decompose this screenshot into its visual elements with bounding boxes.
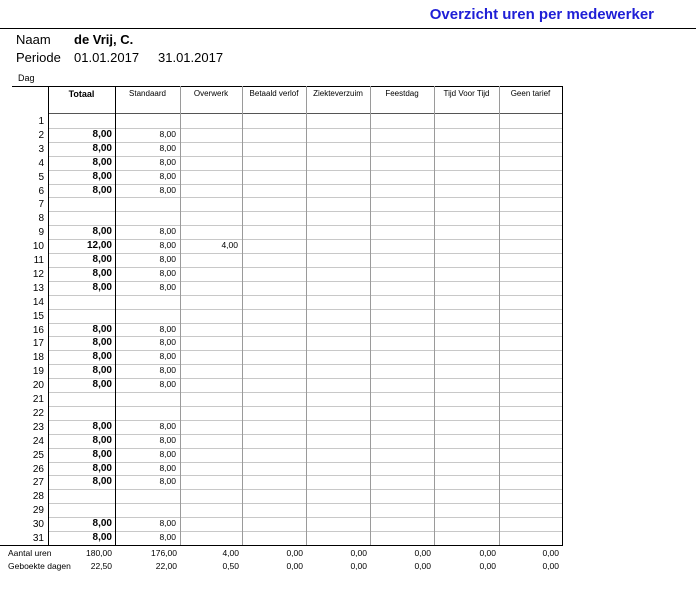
table-row (0, 184, 563, 198)
table-row (0, 378, 563, 392)
summary-value: 4,00 (222, 548, 239, 558)
cell-day: 2 (38, 130, 44, 141)
cell-day: 18 (32, 352, 44, 363)
summary-value: 176,00 (151, 548, 177, 558)
summary-value: 0,00 (542, 561, 559, 571)
cell-totaal: 8,00 (92, 171, 112, 182)
cell-totaal: 8,00 (92, 379, 112, 390)
cell-standaard: 8,00 (159, 268, 176, 278)
cell-day: 21 (32, 394, 44, 405)
cell-day: 22 (32, 408, 44, 419)
cell-totaal: 8,00 (92, 282, 112, 293)
column-header (499, 87, 562, 113)
cell-standaard: 8,00 (159, 254, 176, 264)
column-header-label: Geen tarief (510, 89, 551, 98)
cell-day: 23 (32, 422, 44, 433)
column-header-label: Standaard (129, 89, 166, 98)
cell-totaal: 8,00 (92, 337, 112, 348)
table-row (0, 295, 563, 309)
column-header (242, 87, 306, 113)
dag-label: Dag (18, 73, 35, 83)
table-row (0, 392, 563, 406)
table-row (0, 503, 563, 517)
cell-day: 8 (38, 213, 44, 224)
table-row (0, 170, 563, 184)
cell-standaard: 8,00 (159, 518, 176, 528)
report-title: Overzicht uren per medewerker (429, 6, 654, 23)
table-row (0, 225, 563, 239)
cell-day: 26 (32, 464, 44, 475)
cell-totaal: 8,00 (92, 365, 112, 376)
cell-totaal: 8,00 (92, 157, 112, 168)
cell-totaal: 8,00 (92, 324, 112, 335)
summary-value: 180,00 (86, 548, 112, 558)
cell-day: 20 (32, 380, 44, 391)
cell-day: 12 (32, 269, 44, 280)
cell-standaard: 8,00 (159, 421, 176, 431)
cell-totaal: 8,00 (92, 463, 112, 474)
cell-totaal: 8,00 (92, 351, 112, 362)
table-row (0, 156, 563, 170)
cell-day: 28 (32, 491, 44, 502)
summary-value: 0,00 (286, 548, 303, 558)
table-row (0, 128, 563, 142)
table-bottom-rule (0, 545, 563, 546)
table-row (0, 197, 563, 211)
table-row (0, 267, 563, 281)
column-header-label: Ziekteverzuim (313, 89, 363, 98)
table-row (0, 448, 563, 462)
cell-day: 16 (32, 325, 44, 336)
column-header-label: Betaald verlof (249, 89, 299, 98)
summary-value: 0,00 (479, 548, 496, 558)
cell-day: 13 (32, 283, 44, 294)
cell-totaal: 8,00 (92, 129, 112, 140)
cell-day: 17 (32, 338, 44, 349)
cell-standaard: 8,00 (159, 449, 176, 459)
cell-overwerk: 4,00 (221, 240, 238, 250)
cell-totaal: 8,00 (92, 254, 112, 265)
cell-totaal: 8,00 (92, 226, 112, 237)
cell-day: 19 (32, 366, 44, 377)
table-row (0, 350, 563, 364)
naam-label: Naam (16, 32, 51, 47)
cell-standaard: 8,00 (159, 532, 176, 542)
summary-value: 22,00 (155, 561, 177, 571)
cell-day: 10 (32, 241, 44, 252)
periode-label: Periode (16, 50, 61, 65)
summary-value: 0,00 (542, 548, 559, 558)
column-header (115, 87, 180, 113)
cell-standaard: 8,00 (159, 324, 176, 334)
cell-totaal: 8,00 (92, 268, 112, 279)
cell-standaard: 8,00 (159, 365, 176, 375)
cell-day: 14 (32, 297, 44, 308)
cell-standaard: 8,00 (159, 143, 176, 153)
cell-standaard: 8,00 (159, 129, 176, 139)
summary-label: Aantal uren (8, 548, 52, 558)
table-row (0, 253, 563, 267)
column-header-label: Totaal (68, 89, 95, 99)
summary-label: Geboekte dagen (8, 561, 71, 571)
table-row (0, 336, 563, 350)
cell-totaal: 8,00 (92, 435, 112, 446)
cell-standaard: 8,00 (159, 282, 176, 292)
summary-value: 0,00 (350, 561, 367, 571)
summary-value: 0,00 (286, 561, 303, 571)
table-row (0, 142, 563, 156)
cell-standaard: 8,00 (159, 337, 176, 347)
cell-standaard: 8,00 (159, 351, 176, 361)
table-row (0, 406, 563, 420)
cell-day: 9 (38, 227, 44, 238)
cell-day: 6 (38, 186, 44, 197)
cell-totaal: 8,00 (92, 518, 112, 529)
table-row (0, 462, 563, 476)
cell-day: 15 (32, 311, 44, 322)
table-row (0, 434, 563, 448)
summary-row (0, 560, 563, 573)
column-header (180, 87, 242, 113)
column-header (370, 87, 434, 113)
table-row (0, 489, 563, 503)
cell-day: 31 (32, 533, 44, 544)
column-header-label: Tijd Voor Tijd (443, 89, 490, 98)
table-row (0, 239, 563, 253)
cell-totaal: 8,00 (92, 143, 112, 154)
column-header (306, 87, 370, 113)
cell-standaard: 8,00 (159, 185, 176, 195)
cell-day: 4 (38, 158, 44, 169)
table-row (0, 309, 563, 323)
title-rule (0, 28, 696, 29)
summary-value: 0,00 (414, 561, 431, 571)
summary-value: 0,50 (222, 561, 239, 571)
periode-end: 31.01.2017 (158, 50, 224, 65)
cell-totaal: 8,00 (92, 449, 112, 460)
table-row (0, 211, 563, 225)
table-row (0, 114, 563, 128)
cell-totaal: 8,00 (92, 532, 112, 543)
summary-value: 0,00 (479, 561, 496, 571)
cell-day: 11 (33, 255, 44, 266)
cell-standaard: 8,00 (159, 157, 176, 167)
table-row (0, 531, 563, 545)
cell-day: 5 (38, 172, 44, 183)
cell-day: 3 (38, 144, 44, 155)
naam-value: de Vrij, C. (74, 32, 134, 47)
table-row (0, 364, 563, 378)
table-top-rule (12, 86, 562, 87)
periode-start: 01.01.2017 (74, 50, 140, 65)
cell-day: 7 (38, 199, 44, 210)
table-row (0, 517, 563, 531)
cell-totaal: 8,00 (92, 476, 112, 487)
cell-standaard: 8,00 (159, 240, 176, 250)
cell-standaard: 8,00 (159, 476, 176, 486)
cell-day: 27 (32, 477, 44, 488)
cell-day: 24 (32, 436, 44, 447)
cell-standaard: 8,00 (159, 226, 176, 236)
cell-totaal: 8,00 (92, 421, 112, 432)
table-row (0, 323, 563, 337)
summary-value: 0,00 (414, 548, 431, 558)
cell-totaal: 12,00 (86, 240, 112, 251)
cell-standaard: 8,00 (159, 171, 176, 181)
summary-row (0, 547, 563, 560)
column-header-label: Overwerk (193, 89, 229, 98)
column-header-label: Feestdag (385, 89, 419, 98)
cell-day: 1 (38, 116, 44, 127)
table-row (0, 420, 563, 434)
cell-standaard: 8,00 (159, 463, 176, 473)
column-header (48, 87, 115, 113)
summary-value: 0,00 (350, 548, 367, 558)
column-header (434, 87, 499, 113)
cell-day: 29 (32, 505, 44, 516)
cell-standaard: 8,00 (159, 379, 176, 389)
summary-value: 22,50 (90, 561, 112, 571)
cell-day: 25 (32, 450, 44, 461)
cell-day: 30 (32, 519, 44, 530)
table-row (0, 475, 563, 489)
cell-standaard: 8,00 (159, 435, 176, 445)
cell-totaal: 8,00 (92, 185, 112, 196)
table-row (0, 281, 563, 295)
